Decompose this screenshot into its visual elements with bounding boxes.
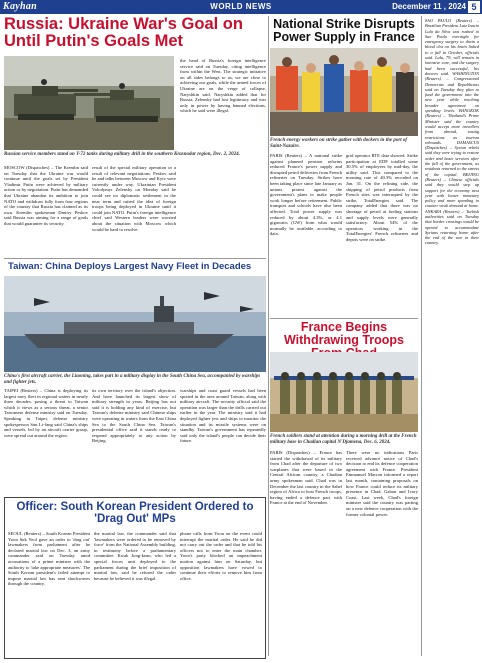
masthead [0,0,482,14]
logo: Kayhan [3,1,38,12]
story-strike-caption: French energy workers on strike gather with dockers in the port of Saint-Nazaire. [270,138,408,149]
story-russia-caption: Russian service members stand on T-72 tanks during military drill in the southern Krasnodar region, Dec. 2, 2024. [4,152,240,157]
story-strike-headline: National Strike Disrupts Power Supply in France [273,17,415,45]
page-number: 5 [468,1,480,13]
story-strike-photo [270,48,418,136]
story-russia-headline: Russia: Ukraine War's Goal on Until Putin's Goals Met [4,15,243,51]
section-title: WORLD NEWS [210,2,272,11]
story-russia-col1: MOSCOW (Dispatches) – The Kremlin said on Tuesday that the Ukraine war would continue until the goals set by President Vladimir Putin were achieved by military action or by negotiation. Putin has demanded that Ukraine abandon its ambition to join NATO and withdraw fully from four regions of the country that Russia has claimed as its own. Kremlin spokesman Dmitry Peskov said Russia was aiming for a range of goals that would guarantee its security. [4,165,88,226]
story-taiwan-col3: warships and coast guard vessels had been spotted in the area around Taiwan, along with military aircraft. The security official said the operation was larger than the drills carried out earlier in the year. The ministry said it had deployed fighter jets and ships to monitor the situation and its missile systems were on standby. Taiwan's government has repeatedly said only the island's people can decide their future. [180,388,266,444]
story-taiwan-photo [4,276,266,372]
section-divider [4,258,266,259]
story-taiwan-col1: TAIPEI (Reuters) – China is deploying its largest navy fleet in regional waters in nearly three decades, posing a threat to Taiwan which it views as a serious threat, a senior Taiwanese defense ministry said on Tuesday. Speaking in Taipei, defense ministry spokesperson Sun Li-fang said China's ships and vessels, led by an aircraft carrier group, were spread out around the region. [4,388,88,438]
story-strike-col1: PARIS (Reuters) – A national strike against planned pension reforms reduced France's power supply and disrupted petrol deliveries from French refineries on Tuesday. Strikes have been taking place since late January as unions protest against the government's plans to make people work longer before retirement. Public transport and schools have also been affected. Total power supply was reduced by about 4.3%, or 4.1 gigawatts (GW) from what would normally be available, according to data. [270,153,342,237]
story-korea-col2: the martial law, the commander said that 'lawmakers were ordered to be removed by force' from the National Assembly building, in testimony before a parliamentary committee. Kwak Jong-keun, who led a special forces unit deployed to the parliament during the brief imposition of martial law, said he refused the order because he believed it was illegal. [94,531,176,581]
story-chad-col2: There were no indications Paris received advance notice of Chad's decision to end its defence cooperation agreement with France. President Emmanuel Macron informed a report last month, containing proposals on how France could reduce its military presence in Chad, Gabon and Ivory Coast. Last week, Chad's foreign minister said the country was parting on a new defence cooperation with the former colonial power. [346,450,418,517]
section-divider-right [270,318,418,319]
story-korea-headline: Officer: South Korean President Ordered to 'Drag Out' MPs [16,501,254,526]
issue-date: December 11 , 2024 [392,2,466,11]
story-korea-col1: SEOUL (Reuters) – South Korean President Yoon Suk Yeol gave an order to 'drag out' lawmakers from parliament after he declared martial law on Dec. 3, an army commander said on Tuesday amid accusations of a prime minister with the authority to 'take appropriate measures'. The South Korean president's failed attempt to impose martial law has sent shockwaves through the country. [8,531,90,587]
story-chad-photo [270,352,418,432]
story-strike-col2: grid operator RTE data showed. Strike participation at EDF totalled some 30.5% of employees by mid-day, the utility said. This compared to the morning rate of 40.3% recorded on Jan. 31. On the refining side, the shipping of petrol products from French sites was interrupted by the strike, TotalEnergies said. The company added that there was no shortage of petrol at fueling stations and supply levels were generally satisfactory. About 54% of the operators working in the TotalEnergies' French refineries and depots were on strike. [346,153,418,242]
story-russia-photo [4,56,174,150]
story-chad-col1: PARIS (Dispatches) – France has started the withdrawal of its military from Chad after the departure of two warplanes that were based in the Central African country, a Chadian army spokesman said. Chad was in December the last country in the Sahel region of Africa to host French troops, having ended a defence pact with France at the end of November. [270,450,342,506]
story-taiwan-headline: Taiwan: China Deploys Largest Navy Fleet in Decades [8,261,252,272]
story-chad-headline: France Begins Withdrawing Troops [283,320,405,348]
sidebar-briefs: SAO PAULO (Reuters) – Brazilian President Luiz Inacio Lula da Silva was rushed to Sao Paulo overnight for emergency surgery to drain a blood clot on his brain linked to a fall in October, officials said. Lula, 79, will remain in intensive care, and the surgery had been successful, his doctors said. WASHINGTON (Reuters) – Congressional Democrats and Republicans said on Tuesday they plan to fund the government into the new year while reaching broader agreement on spending levels. BANGKOK (Reuters) – Thailand's Prime Minister said the country would accept more travellers from abroad, easing restrictions as tourism rebounds. DAMASCUS (Dispatches) – Syrian rebels said they were trying to restore order and basic services after the fall of the government, as residents returned to the streets of the capital. BEIJING (Reuters) – Chinese officials said they would step up support for the economy next year with looser monetary policy and more spending to counter weak demand at home. ANKARA (Reuters) – Turkish authorities said on Tuesday that border crossings would be opened to accommodate Syrians returning home after the end of the war in their country. [425,18,479,246]
story-taiwan-caption: China's first aircraft carrier, the Liaoning, takes part in a military display in the South China Sea, accompanied by warships and fighter jets. [4,374,261,385]
column-divider [268,16,269,656]
story-taiwan-col2: its own territory over the island's objection. And have launched its largest show of military strength in years. Beijing has not said it is holding any kind of exercise, but Taiwan's defense ministry said Chinese ships were operating in waters from the East China Sea to the South China Sea. Taiwan's presidential office said it stands ready to respond appropriately to any action by Beijing. [92,388,176,444]
story-russia-col2: result of the special military operation or a result of relevant negotiations. Peskov said he and talks between Moscow and Kyiv were currently under way. Ukrainian President Volodymyr Zelensky on Monday said he could see no diplomatic settlement in the near term and raised the idea of foreign troops being deployed in Ukraine until it could join NATO. Putin's foreign intelligence chief said Western leaders were worried about the situation with Moscow which would be hard to resolve. [92,165,176,232]
story-russia-col3: the head of Russia's foreign intelligence service said on Tuesday, citing intelligence from within the West. The strategic initiative on all sides belongs to us, we are close to achieving our goals, while the armed forces of Ukraine are on the verge of collapse, Naryshkin said. Naryshkin added that for Russia, Zelensky had lost legitimacy and was only in power by having banned elections, which he said were illegal. [180,58,266,114]
story-korea-col3: phone calls from Yoon on the event could interrupt the martial order. He said he did not carry out the order and that he told his officers not to enter the main chamber. Yoon's party blocked an impeachment motion against him on Saturday, but opposition lawmakers have vowed to continue their efforts to remove him from office. [180,531,262,581]
story-chad-caption: French soldiers stand at attention during a morning drill at the French military base in Chadian capital N'Djamena, Dec. 6, 2024. [270,434,417,445]
column-divider-right [421,16,422,656]
